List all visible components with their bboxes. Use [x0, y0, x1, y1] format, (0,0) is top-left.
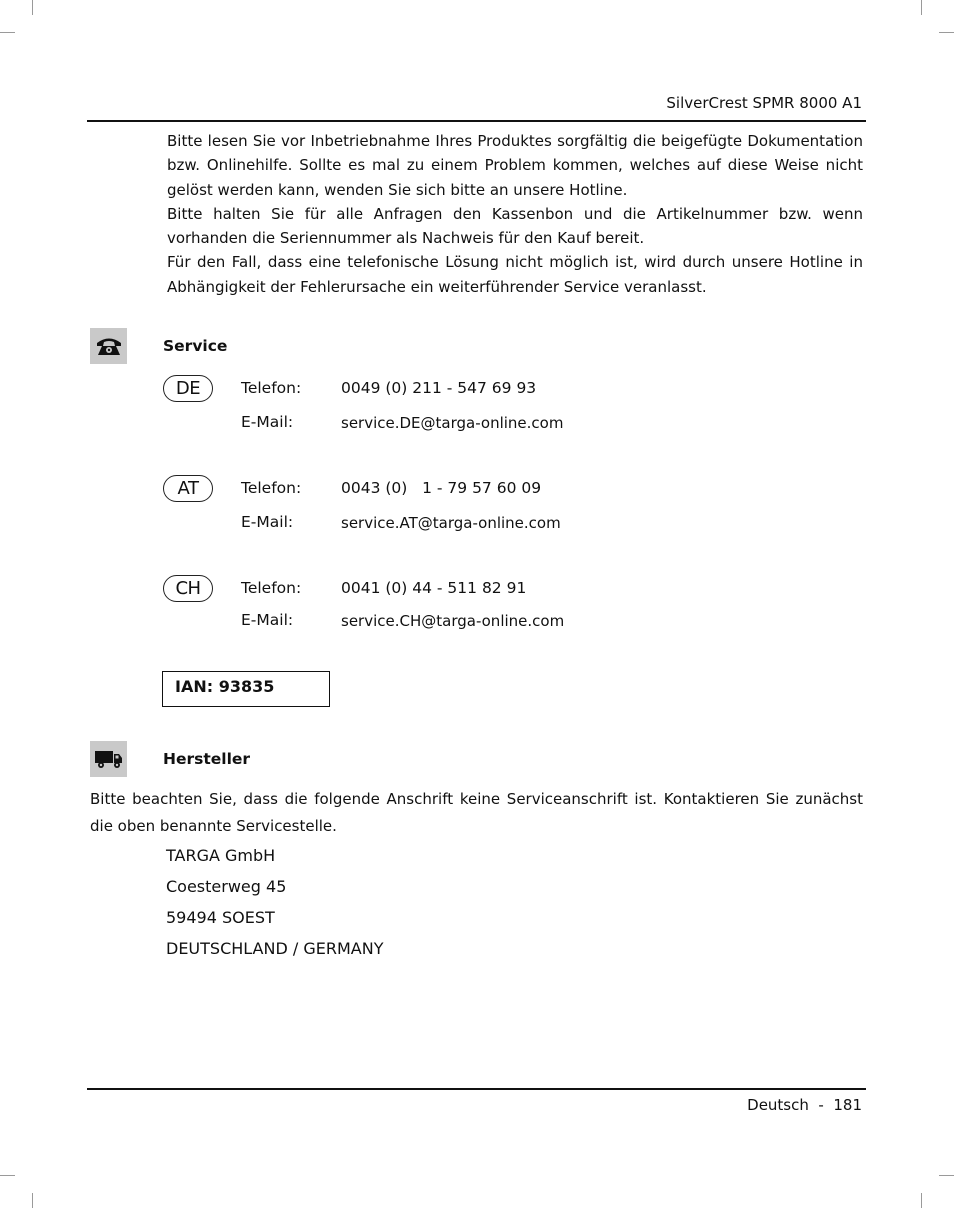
- crop-mark-bottom-right-vertical: [921, 1193, 922, 1208]
- country-badge-ch: CH: [163, 575, 213, 602]
- phone-number-ch: 0041 (0) 44 - 511 82 91: [341, 579, 527, 597]
- email-label: E-Mail:: [241, 611, 294, 629]
- intro-paragraph: Für den Fall, dass eine telefonische Lösung nicht möglich ist, wird durch unsere Hotline in Abhängigkeit der Fehlerursache ein weiterführender Service veranlasst.: [167, 253, 863, 296]
- country-badge-at: AT: [163, 475, 213, 502]
- country-badge-de: DE: [163, 375, 213, 402]
- email-label: E-Mail:: [241, 413, 294, 431]
- phone-label: Telefon:: [241, 379, 302, 397]
- phone-number-at: 0043 (0) 1 - 79 57 60 09: [341, 479, 542, 497]
- footer-rule: [87, 1088, 866, 1090]
- ian-box: IAN: 93835: [162, 671, 330, 707]
- address-line: TARGA GmbH: [166, 846, 276, 865]
- crop-mark-bottom-left-vertical: [32, 1193, 33, 1208]
- crop-mark-bottom-left-horizontal: [0, 1175, 15, 1176]
- manufacturer-notice: Bitte beachten Sie, dass die folgende Anschrift keine Serviceanschrift ist. Kontaktieren Sie zunächst die oben benannte Servicestelle.: [90, 790, 863, 835]
- phone-number-de: 0049 (0) 211 - 547 69 93: [341, 379, 537, 397]
- header-rule: [87, 120, 866, 122]
- crop-mark-top-right-vertical: [921, 0, 922, 15]
- intro-paragraph: Bitte halten Sie für alle Anfragen den Kassenbon und die Artikelnummer bzw. wenn vorhanden die Seriennummer als Nachweis für den Kauf bereit.: [167, 204, 863, 248]
- email-de: service.DE@targa-online.com: [341, 414, 564, 432]
- phone-label: Telefon:: [241, 579, 302, 597]
- email-at: service.AT@targa-online.com: [341, 514, 561, 532]
- truck-icon: [90, 741, 127, 777]
- crop-mark-bottom-right-horizontal: [939, 1175, 954, 1176]
- phone-label: Telefon:: [241, 479, 302, 497]
- email-label: E-Mail:: [241, 513, 294, 531]
- email-ch: service.CH@targa-online.com: [341, 612, 565, 630]
- crop-mark-top-left-vertical: [32, 0, 33, 15]
- manufacturer-heading: Hersteller: [163, 750, 251, 768]
- page-number: Deutsch - 181: [747, 1096, 862, 1114]
- header-title: SilverCrest SPMR 8000 A1: [666, 94, 862, 112]
- service-heading: Service: [163, 337, 228, 355]
- address-line: Coesterweg 45: [166, 877, 287, 896]
- intro-text: [167, 129, 863, 299]
- address-line: 59494 SOEST: [166, 908, 275, 927]
- intro-paragraph: Bitte lesen Sie vor Inbetriebnahme Ihres Produktes sorgfältig die beigefügte Dokumentation bzw. Onlinehilfe. Sollte es mal zu einem Problem kommen, welches auf diese Weise nicht gelöst werden kann, wenden Sie sich bitte an unsere Hotline.: [167, 132, 863, 199]
- telephone-icon: [90, 328, 127, 364]
- address-line: DEUTSCHLAND / GERMANY: [166, 939, 384, 958]
- crop-mark-top-right-horizontal: [939, 32, 954, 33]
- crop-mark-top-left-horizontal: [0, 32, 15, 33]
